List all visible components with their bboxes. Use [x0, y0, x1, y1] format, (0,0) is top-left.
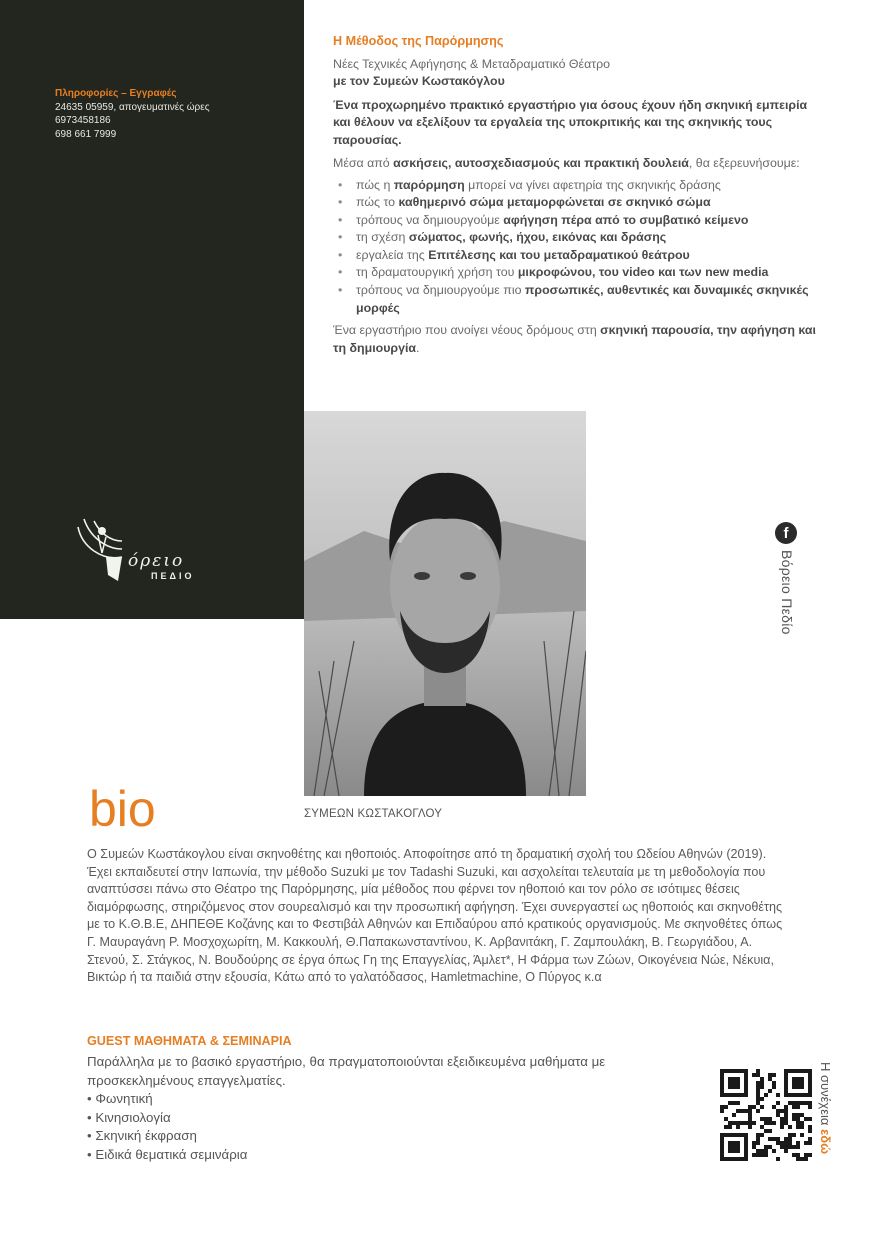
- workshop-closing: Ένα εργαστήριο που ανοίγει νέους δρόμους στη σκηνική παρουσία, την αφήγηση και τη δημιουργία.: [333, 323, 816, 355]
- list-item: • Ειδικά θεματικά σεμινάρια: [87, 1146, 687, 1165]
- list-item: • Σκηνική έκφραση: [87, 1127, 687, 1146]
- guest-section: [87, 1053, 687, 1165]
- facebook-icon[interactable]: f: [775, 522, 797, 544]
- logo-wordmark: όρειο: [128, 551, 185, 571]
- list-item: • Φωνητική: [87, 1090, 687, 1109]
- workshop-title: Η Μέθοδος της Παρόρμησης: [333, 34, 504, 48]
- contact-info: [55, 87, 210, 141]
- qr-code-icon[interactable]: [720, 1069, 812, 1161]
- bio-text: Ο Συμεών Κωστάκογλου είναι σκηνοθέτης και ηθοποιός. Αποφοίτησε από τη δραματική σχολή του Ωδείου Αθηνών (2019). Έχει εκπαιδευτεί στην Ιαπωνία, την μέθοδο Suzuki με τον Tadashi Suzuki, και ασχολείται τελευταία με τη μεθοδολογία που αναπτύσσει πάνω στο Θέατρο της Παρόρμησης, μία μέθοδος που φέρνει τον ηθοποιό και τον ρόλο σε ισότιμες θέσεις διαμόρφωσης, στηριζόμενος στον σουρεαλισμό και την προσωπική αφήγηση. Έχει συνεργαστεί ως ηθοποιός και σκηνοθέτης με το Κ.Θ.Β.Ε, ΔΗΠΕΘΕ Κοζάνης και το Φεστιβάλ Αθηνών και Επιδαύρου από κρατικούς οργανισμούς. Με σκηνοθέτες όπως Γ. Μαυραγάνη Ρ. Μοσχοχωρίτη, Μ. Κακκουλή, Θ.Παπακωνσταντίνου, Κ. Αρβανιτάκη, Γ. Ζαμπουλάκη, Β. Γεωργιάδου, Α. Στενού, Σ. Στάγκος, Ν. Βουδούρης σε έργα όπως Γη της Επαγγελίας, Άμλετ*, Η Φάρμα των Ζώων, Οικογένεια Νώε, Νέκυια, Βικτώρ ή τα παιδιά στην εξουσία, Κάτω από το γαλατόδασος, Hamletmachine, Ο Πύργος κ.α: [87, 847, 783, 985]
- contact-phone-3: 698 661 7999: [55, 128, 117, 140]
- workshop-intro: [333, 33, 823, 357]
- guest-title: GUEST ΜΑΘΗΜΑΤΑ & ΣΕΜΙΝΑΡΙΑ: [87, 1034, 292, 1048]
- workshop-description: Ένα προχωρημένο πρακτικό εργαστήριο για όσους έχουν ήδη σκηνική εμπειρία και θέλουν να εξελίξουν τα εργαλεία της υποκριτικής και της σκηνικής τους παρουσίας.: [333, 97, 808, 147]
- list-item: • Κινησιολογία: [87, 1109, 687, 1128]
- workshop-topics-list: [333, 177, 823, 318]
- side-brand-text: Βόρειο Πεδίο: [779, 550, 795, 635]
- list-item: • εργαλεία της Επιτέλεσης και του μεταδραματικού θεάτρου: [333, 247, 823, 265]
- qr-caption: Η συνέχεια εδώ: [818, 1062, 833, 1155]
- portrait-photo: [304, 411, 586, 796]
- guest-intro: Παράλληλα με το βασικό εργαστήριο, θα πραγματοποιούνται εξειδικευμένα μαθήματα με προσκεκλημένους επαγγελματίες.: [87, 1054, 606, 1088]
- side-brand: [772, 522, 802, 652]
- logo-subtitle: ΠΕΔΙΟ: [151, 571, 195, 581]
- list-item: • τη σχέση σώματος, φωνής, ήχου, εικόνας και δράσης: [333, 229, 823, 247]
- workshop-lead: Μέσα από ασκήσεις, αυτοσχεδιασμούς και πρακτική δουλειά, θα εξερευνήσουμε:: [333, 156, 800, 170]
- workshop-instructor: με τον Συμεών Κωστακόγλου: [333, 74, 505, 88]
- bio-heading: bio: [89, 781, 156, 837]
- guest-list: [87, 1090, 687, 1164]
- photo-caption: ΣΥΜΕΩΝ ΚΩΣΤΑΚΟΓΛΟΥ: [304, 808, 443, 820]
- list-item: • πώς η παρόρμηση μπορεί να γίνει αφετηρία της σκηνικής δράσης: [333, 177, 823, 195]
- list-item: • τη δραματουργική χρήση του μικροφώνου, του video και των new media: [333, 264, 823, 282]
- list-item: • πώς το καθημερινό σώμα μεταμορφώνεται σε σκηνικό σώμα: [333, 194, 823, 212]
- contact-heading: Πληροφορίες – Εγγραφές: [55, 88, 177, 99]
- contact-phone-2: 6973458186: [55, 115, 111, 126]
- list-item: • τρόπους να δημιουργούμε αφήγηση πέρα από το συμβατικό κείμενο: [333, 212, 823, 230]
- workshop-subtitle: Νέες Τεχνικές Αφήγησης & Μεταδραματικό Θέατρο: [333, 56, 611, 71]
- list-item: • τρόπους να δημιουργούμε πιο προσωπικές, αυθεντικές και δυναμικές σκηνικές μορφές: [333, 282, 823, 317]
- contact-phone-1: 24635 05959, απογευματινές ώρες: [55, 101, 210, 113]
